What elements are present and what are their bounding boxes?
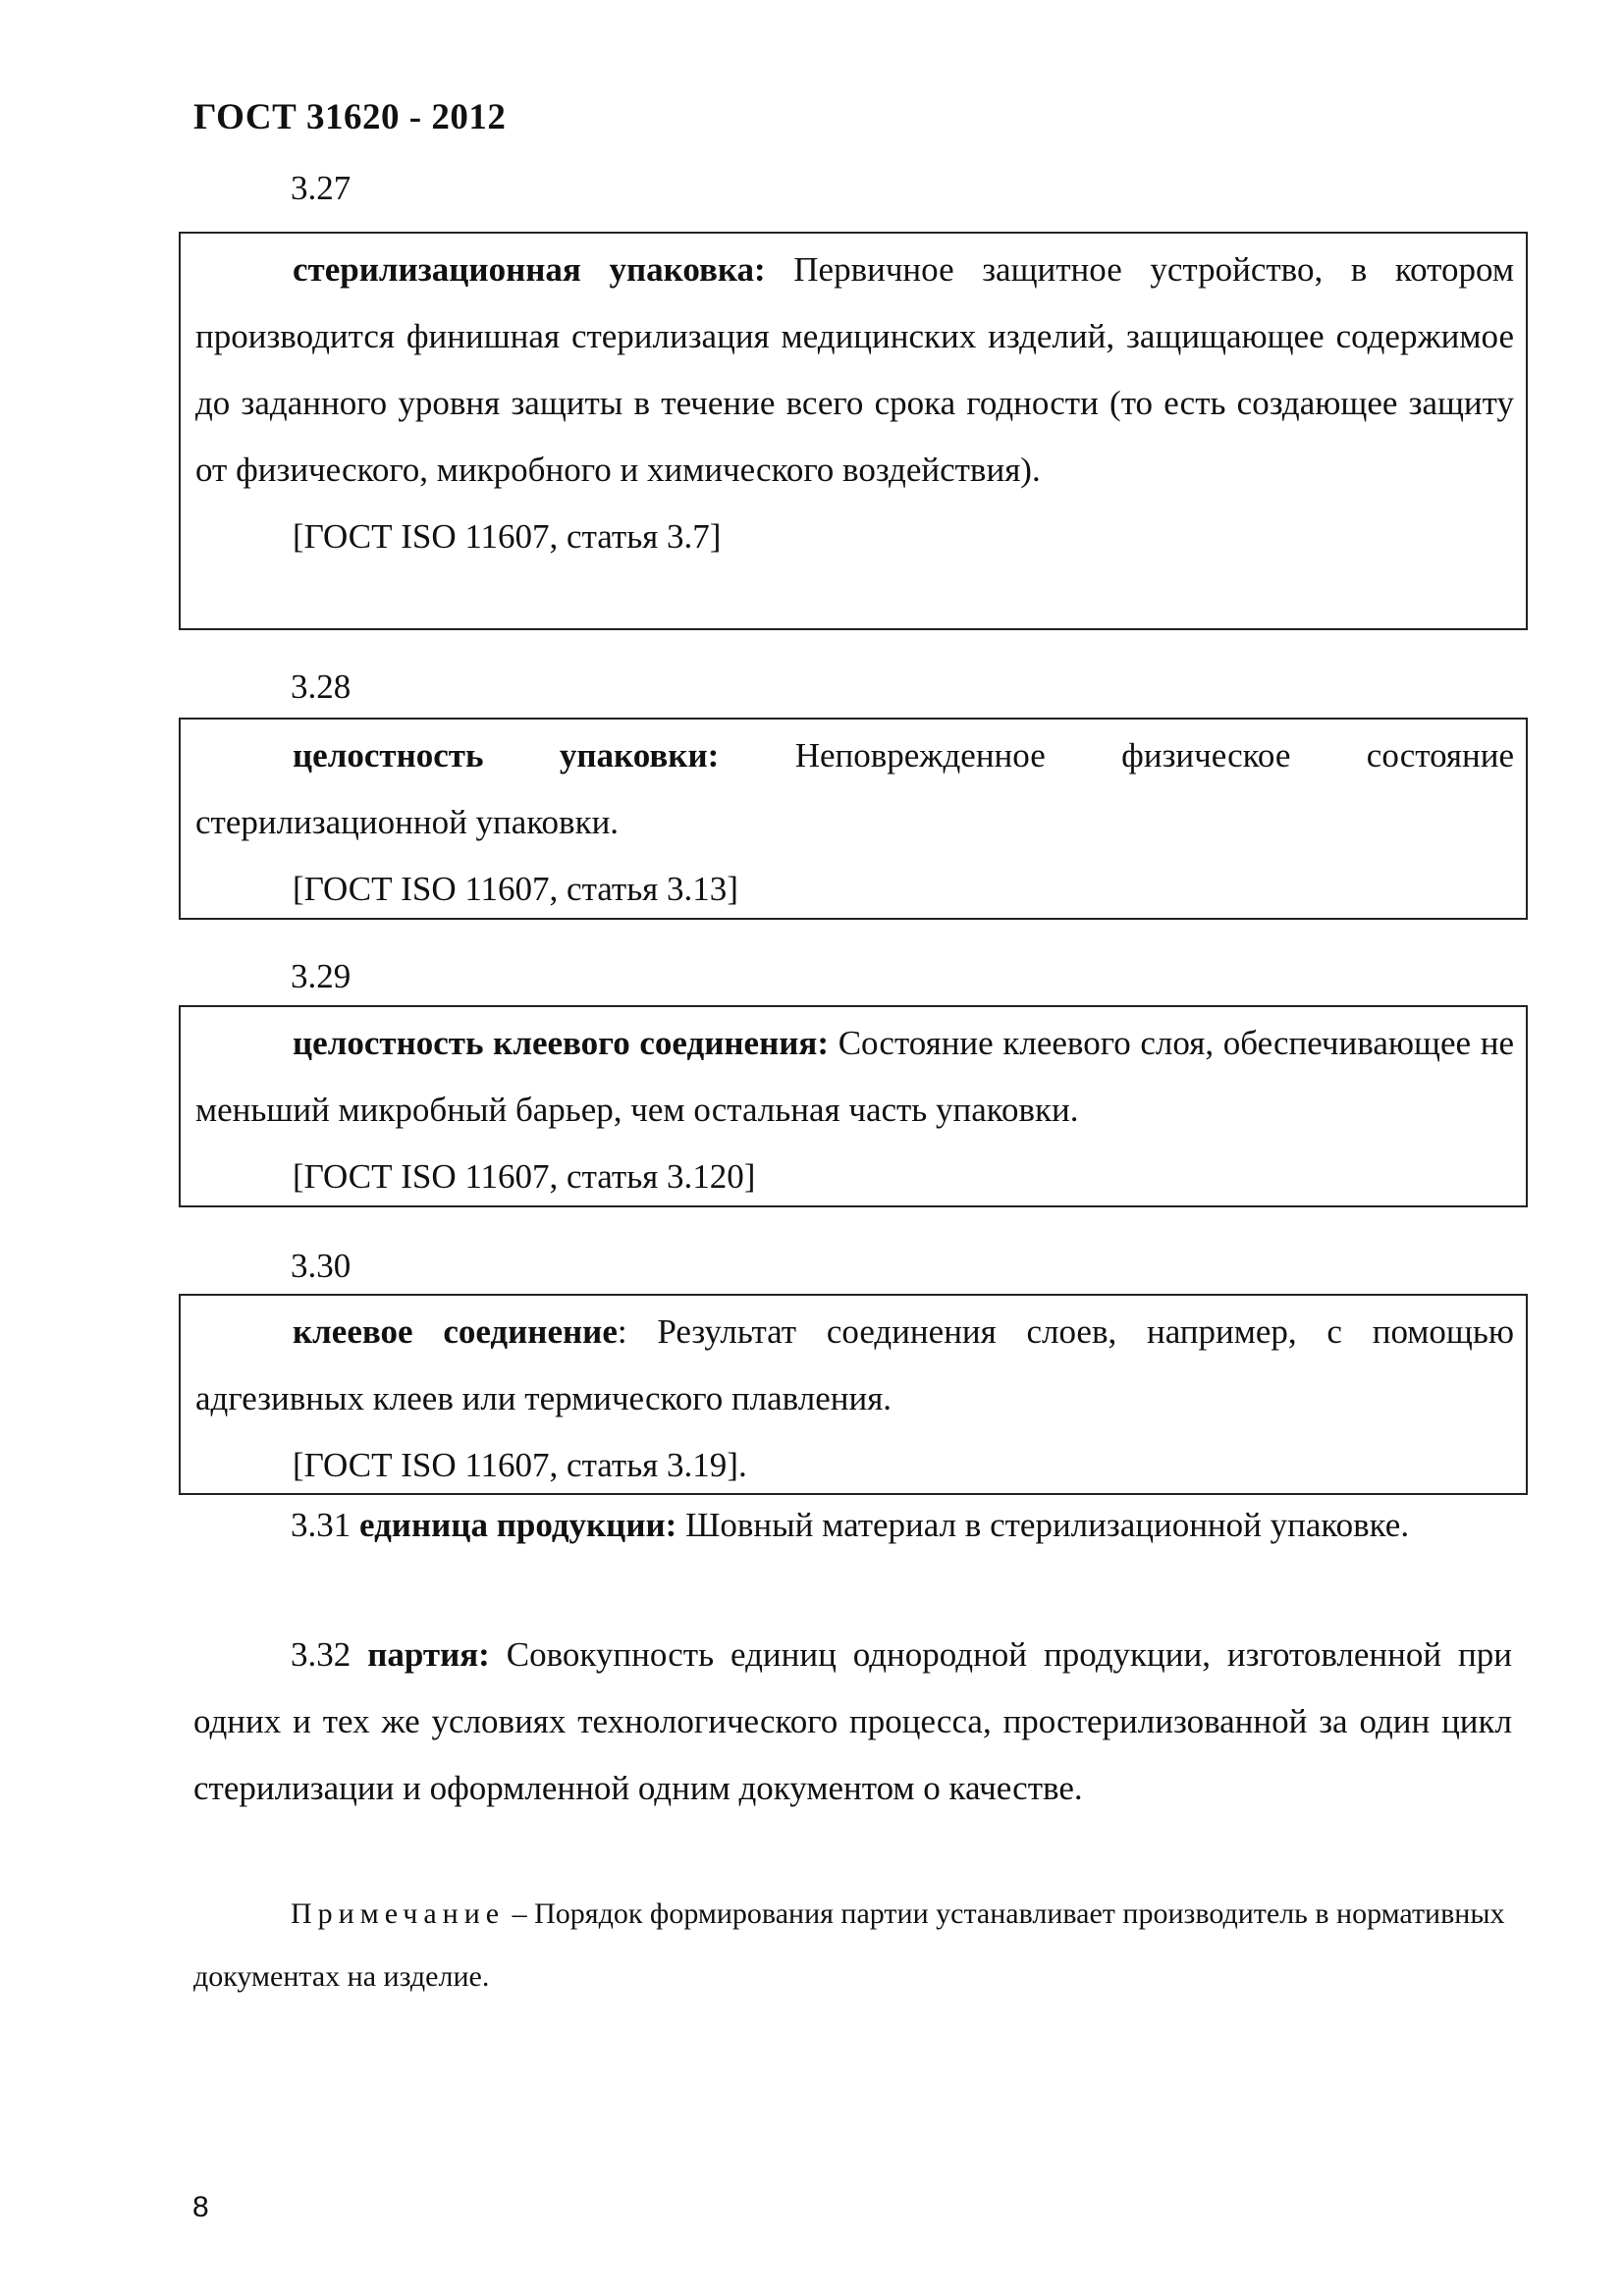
definition-text (181, 237, 1526, 504)
definition: Состояние клеевого слоя, обеспечивающее не меньший микробный барьер, чем остальная часть упаковки. (195, 1024, 1514, 1129)
definition-text (181, 1010, 1526, 1144)
source-reference: [ГОСТ ISO 11607, статья 3.7] (293, 517, 722, 556)
definition-box (179, 1294, 1528, 1495)
entry-number: 3.27 (291, 169, 352, 207)
note (193, 1883, 1512, 2008)
entry-number: 3.31 (291, 1506, 352, 1544)
term: клеевое соединение (293, 1312, 618, 1351)
document-id: ГОСТ 31620 - 2012 (193, 97, 507, 137)
note-text: – Порядок формирования партии устанавливает производитель в нормативных документах на изделие. (193, 1897, 1505, 1993)
definition-text (181, 1299, 1526, 1432)
definition: Совокупность единиц однородной продукции, изготовленной при одних и тех же условиях технологического процесса, простерилизованной за один цикл стерилизации и оформленной одним документом о качестве. (193, 1635, 1512, 1807)
definition: Первичное защитное устройство, в котором производится финишная стерилизация медицинских изделий, защищающее содержимое до заданного уровня защиты в течение всего срока годности (то есть создающее защиту от физического, микробного и химического воздействия). (195, 250, 1514, 489)
term: единица продукции: (359, 1506, 677, 1544)
term: целостность упаковки: (293, 736, 720, 774)
definition-box (179, 1005, 1528, 1207)
term-paragraph (193, 1622, 1512, 1822)
definition-box (179, 718, 1528, 920)
page-number: 8 (192, 2191, 209, 2223)
note-label: Примечание (291, 1897, 506, 1930)
definition: Шовный материал в стерилизационной упаковке. (676, 1506, 1410, 1544)
term-paragraph (193, 1492, 1512, 1559)
entry-number: 3.29 (291, 957, 352, 995)
source-reference: [ГОСТ ISO 11607, статья 3.19]. (293, 1446, 747, 1484)
term: партия: (367, 1635, 490, 1674)
entry-number: 3.30 (291, 1247, 352, 1285)
definition: : Результат соединения слоев, например, с помощью адгезивных клеев или термического плавления. (195, 1312, 1514, 1417)
term: стерилизационная упаковка: (293, 250, 766, 289)
source-reference: [ГОСТ ISO 11607, статья 3.13] (293, 870, 738, 908)
entry-number: 3.28 (291, 667, 352, 706)
source-reference: [ГОСТ ISO 11607, статья 3.120] (293, 1157, 756, 1196)
entry-number: 3.32 (291, 1635, 352, 1674)
definition-text (181, 722, 1526, 856)
term: целостность клеевого соединения: (293, 1024, 829, 1062)
definition: Неповрежденное физическое состояние стерилизационной упаковки. (195, 736, 1514, 841)
definition-box (179, 232, 1528, 630)
